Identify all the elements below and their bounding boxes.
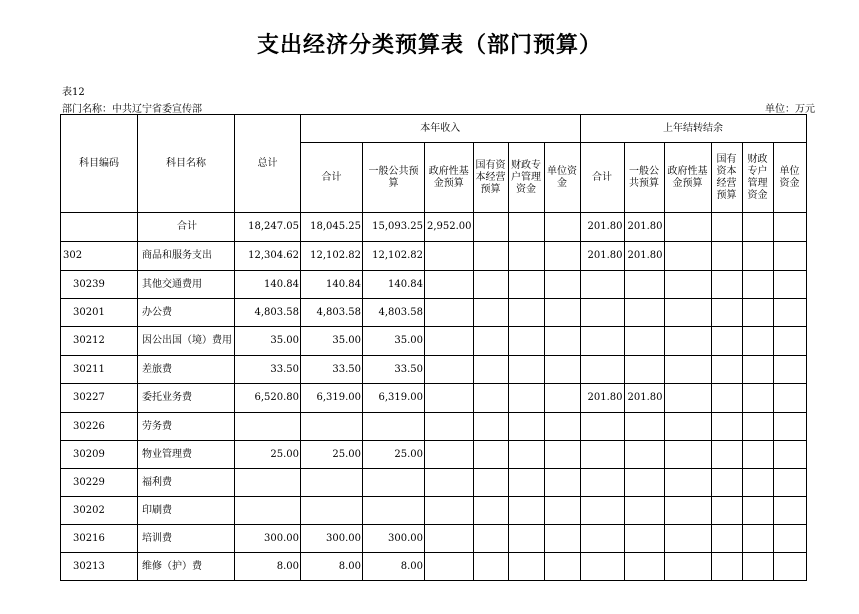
cell-cur-0: [301, 497, 363, 525]
cell-car-3: [711, 413, 742, 441]
cell-cur-3: [473, 299, 508, 327]
cell-cur-2: [425, 469, 474, 497]
cell-name: 劳务费: [138, 413, 235, 441]
cell-car-0: [580, 271, 624, 299]
subheader-cur-2: 政府性基金预算: [425, 143, 474, 213]
cell-car-0: [580, 299, 624, 327]
cell-cur-3: [473, 469, 508, 497]
cell-total: [235, 469, 301, 497]
cell-cur-5: [544, 384, 580, 413]
cell-name: 办公费: [138, 299, 235, 327]
cell-cur-3: [473, 213, 508, 242]
department-name: 部门名称：中共辽宁省委宣传部: [62, 104, 202, 115]
cell-car-2: [664, 356, 711, 384]
table-row: [61, 384, 807, 413]
cell-car-0: 201.80: [580, 213, 624, 242]
subheader-cur-0: 合计: [301, 143, 363, 213]
cell-car-2: [664, 384, 711, 413]
cell-car-3: [711, 271, 742, 299]
cell-cur-1: [363, 497, 425, 525]
cell-car-2: [664, 469, 711, 497]
cell-cur-2: 2,952.00: [425, 213, 474, 242]
cell-name: 差旅费: [138, 356, 235, 384]
cell-cur-0: 25.00: [301, 441, 363, 469]
cell-car-1: [624, 525, 664, 553]
cell-code: 30209: [61, 441, 138, 469]
cell-cur-5: [544, 413, 580, 441]
cell-car-5: [773, 469, 806, 497]
cell-total: 33.50: [235, 356, 301, 384]
cell-car-0: [580, 553, 624, 581]
cell-cur-0: 300.00: [301, 525, 363, 553]
cell-cur-4: [508, 384, 544, 413]
page-title: 支出经济分类预算表（部门预算）: [256, 33, 602, 58]
cell-cur-2: [425, 384, 474, 413]
cell-car-4: [742, 327, 773, 356]
cell-cur-0: 8.00: [301, 553, 363, 581]
cell-cur-0: 18,045.25: [301, 213, 363, 242]
cell-cur-2: [425, 413, 474, 441]
cell-cur-4: [508, 413, 544, 441]
cell-car-5: [773, 441, 806, 469]
table-row: [61, 441, 807, 469]
cell-cur-0: 140.84: [301, 271, 363, 299]
table-row: [61, 497, 807, 525]
cell-cur-5: [544, 327, 580, 356]
cell-cur-1: 25.00: [363, 441, 425, 469]
cell-cur-5: [544, 469, 580, 497]
header-code: 科目编码: [61, 115, 138, 213]
cell-total: 4,803.58: [235, 299, 301, 327]
cell-car-2: [664, 553, 711, 581]
header-total: 总计: [235, 115, 301, 213]
cell-cur-2: [425, 299, 474, 327]
cell-car-2: [664, 441, 711, 469]
cell-car-0: 201.80: [580, 242, 624, 271]
cell-car-4: [742, 356, 773, 384]
cell-cur-2: [425, 553, 474, 581]
cell-car-0: [580, 525, 624, 553]
cell-code: 30201: [61, 299, 138, 327]
cell-cur-0: 6,319.00: [301, 384, 363, 413]
cell-cur-4: [508, 299, 544, 327]
cell-cur-4: [508, 469, 544, 497]
cell-car-5: [773, 497, 806, 525]
table-row: [61, 299, 807, 327]
cell-car-1: [624, 441, 664, 469]
cell-car-4: [742, 553, 773, 581]
cell-car-3: [711, 441, 742, 469]
cell-car-1: 201.80: [624, 384, 664, 413]
table-number: 表12: [62, 87, 85, 98]
cell-cur-3: [473, 242, 508, 271]
cell-car-3: [711, 356, 742, 384]
cell-cur-5: [544, 299, 580, 327]
budget-table: [60, 114, 807, 581]
cell-car-3: [711, 327, 742, 356]
subheader-car-4: 财政专户管理资金: [742, 143, 773, 213]
cell-cur-4: [508, 356, 544, 384]
cell-cur-3: [473, 384, 508, 413]
cell-cur-5: [544, 525, 580, 553]
cell-car-4: [742, 525, 773, 553]
cell-car-5: [773, 356, 806, 384]
table-row: [61, 213, 807, 242]
cell-car-2: [664, 413, 711, 441]
cell-car-2: [664, 327, 711, 356]
cell-car-0: [580, 327, 624, 356]
cell-car-4: [742, 299, 773, 327]
cell-car-2: [664, 271, 711, 299]
subheader-car-5: 单位资金: [773, 143, 806, 213]
cell-name: 物业管理费: [138, 441, 235, 469]
cell-code: 30229: [61, 469, 138, 497]
cell-cur-3: [473, 356, 508, 384]
cell-code: 30216: [61, 525, 138, 553]
cell-car-3: [711, 553, 742, 581]
cell-code: [61, 213, 138, 242]
cell-car-2: [664, 242, 711, 271]
subheader-car-2: 政府性基金预算: [664, 143, 711, 213]
cell-car-1: [624, 271, 664, 299]
header-name: 科目名称: [138, 115, 235, 213]
cell-cur-2: [425, 441, 474, 469]
cell-cur-4: [508, 497, 544, 525]
subheader-car-0: 合计: [580, 143, 624, 213]
cell-cur-3: [473, 327, 508, 356]
cell-car-4: [742, 213, 773, 242]
cell-cur-0: 12,102.82: [301, 242, 363, 271]
cell-car-4: [742, 413, 773, 441]
cell-total: [235, 497, 301, 525]
cell-cur-0: [301, 469, 363, 497]
cell-car-0: [580, 356, 624, 384]
cell-car-2: [664, 299, 711, 327]
cell-car-0: [580, 497, 624, 525]
subheader-cur-4: 财政专户管理资金: [508, 143, 544, 213]
cell-car-2: [664, 213, 711, 242]
cell-total: 35.00: [235, 327, 301, 356]
cell-name: 委托业务费: [138, 384, 235, 413]
cell-cur-1: 6,319.00: [363, 384, 425, 413]
cell-car-3: [711, 469, 742, 497]
unit-label: 单位：万元: [765, 104, 815, 115]
cell-total: [235, 413, 301, 441]
cell-car-2: [664, 497, 711, 525]
cell-cur-4: [508, 327, 544, 356]
subheader-car-1: 一般公共预算: [624, 143, 664, 213]
cell-car-5: [773, 525, 806, 553]
cell-code: 30226: [61, 413, 138, 441]
table-row: [61, 469, 807, 497]
table-row: [61, 271, 807, 299]
cell-cur-3: [473, 497, 508, 525]
cell-total: 140.84: [235, 271, 301, 299]
cell-car-5: [773, 271, 806, 299]
cell-car-3: [711, 384, 742, 413]
cell-cur-4: [508, 441, 544, 469]
cell-car-5: [773, 553, 806, 581]
cell-cur-3: [473, 271, 508, 299]
cell-cur-2: [425, 356, 474, 384]
cell-car-1: [624, 356, 664, 384]
table-row: [61, 525, 807, 553]
cell-cur-2: [425, 242, 474, 271]
cell-car-3: [711, 525, 742, 553]
cell-total: 300.00: [235, 525, 301, 553]
cell-name: 培训费: [138, 525, 235, 553]
cell-name: 因公出国（境）费用: [138, 327, 235, 356]
cell-car-1: [624, 327, 664, 356]
cell-car-4: [742, 242, 773, 271]
table-row: [61, 356, 807, 384]
cell-name: 其他交通费用: [138, 271, 235, 299]
cell-car-3: [711, 497, 742, 525]
cell-car-4: [742, 384, 773, 413]
cell-cur-3: [473, 553, 508, 581]
cell-cur-1: [363, 469, 425, 497]
cell-cur-2: [425, 497, 474, 525]
cell-cur-1: 300.00: [363, 525, 425, 553]
subheader-cur-1: 一般公共预算: [363, 143, 425, 213]
subheader-cur-5: 单位资金: [544, 143, 580, 213]
cell-cur-1: 15,093.25: [363, 213, 425, 242]
cell-code: 30239: [61, 271, 138, 299]
cell-cur-3: [473, 525, 508, 553]
cell-car-0: 201.80: [580, 384, 624, 413]
cell-cur-1: 8.00: [363, 553, 425, 581]
cell-cur-0: 33.50: [301, 356, 363, 384]
cell-cur-1: 4,803.58: [363, 299, 425, 327]
cell-car-5: [773, 242, 806, 271]
cell-code: 30227: [61, 384, 138, 413]
cell-cur-4: [508, 213, 544, 242]
cell-car-0: [580, 469, 624, 497]
cell-cur-1: 140.84: [363, 271, 425, 299]
header-carryover: 上年结转结余: [580, 115, 806, 143]
cell-name: 合计: [138, 213, 235, 242]
cell-total: 8.00: [235, 553, 301, 581]
cell-car-2: [664, 525, 711, 553]
cell-car-3: [711, 242, 742, 271]
subheader-cur-3: 国有资本经营预算: [473, 143, 508, 213]
cell-car-4: [742, 469, 773, 497]
cell-car-1: 201.80: [624, 213, 664, 242]
cell-car-1: 201.80: [624, 242, 664, 271]
cell-cur-3: [473, 413, 508, 441]
header-current-year: 本年收入: [301, 115, 581, 143]
cell-cur-4: [508, 525, 544, 553]
cell-cur-0: 35.00: [301, 327, 363, 356]
cell-car-4: [742, 497, 773, 525]
table-row: [61, 553, 807, 581]
cell-cur-4: [508, 271, 544, 299]
cell-code: 30212: [61, 327, 138, 356]
cell-car-4: [742, 271, 773, 299]
cell-cur-0: [301, 413, 363, 441]
cell-car-1: [624, 413, 664, 441]
cell-cur-5: [544, 497, 580, 525]
cell-cur-5: [544, 271, 580, 299]
table-row: [61, 413, 807, 441]
cell-car-4: [742, 441, 773, 469]
cell-name: 维修（护）费: [138, 553, 235, 581]
cell-car-3: [711, 213, 742, 242]
cell-car-5: [773, 327, 806, 356]
cell-car-5: [773, 213, 806, 242]
subheader-car-3: 国有资本经营预算: [711, 143, 742, 213]
cell-cur-1: [363, 413, 425, 441]
cell-car-3: [711, 299, 742, 327]
cell-cur-2: [425, 271, 474, 299]
cell-car-5: [773, 413, 806, 441]
cell-name: 印刷费: [138, 497, 235, 525]
cell-cur-3: [473, 441, 508, 469]
cell-code: 30202: [61, 497, 138, 525]
cell-car-5: [773, 299, 806, 327]
cell-cur-2: [425, 525, 474, 553]
cell-name: 商品和服务支出: [138, 242, 235, 271]
cell-cur-5: [544, 242, 580, 271]
cell-cur-5: [544, 213, 580, 242]
table-row: [61, 242, 807, 271]
cell-total: 18,247.05: [235, 213, 301, 242]
cell-car-1: [624, 497, 664, 525]
cell-car-5: [773, 384, 806, 413]
cell-total: 25.00: [235, 441, 301, 469]
cell-cur-4: [508, 553, 544, 581]
cell-code: 30211: [61, 356, 138, 384]
cell-car-1: [624, 469, 664, 497]
table-row: [61, 327, 807, 356]
cell-cur-2: [425, 327, 474, 356]
cell-code: 302: [61, 242, 138, 271]
cell-car-1: [624, 553, 664, 581]
cell-cur-5: [544, 356, 580, 384]
cell-cur-0: 4,803.58: [301, 299, 363, 327]
cell-cur-1: 35.00: [363, 327, 425, 356]
cell-total: 6,520.80: [235, 384, 301, 413]
cell-cur-5: [544, 553, 580, 581]
cell-name: 福利费: [138, 469, 235, 497]
cell-total: 12,304.62: [235, 242, 301, 271]
cell-code: 30213: [61, 553, 138, 581]
cell-car-1: [624, 299, 664, 327]
cell-cur-5: [544, 441, 580, 469]
cell-car-0: [580, 413, 624, 441]
cell-cur-1: 12,102.82: [363, 242, 425, 271]
cell-car-0: [580, 441, 624, 469]
cell-cur-1: 33.50: [363, 356, 425, 384]
cell-cur-4: [508, 242, 544, 271]
